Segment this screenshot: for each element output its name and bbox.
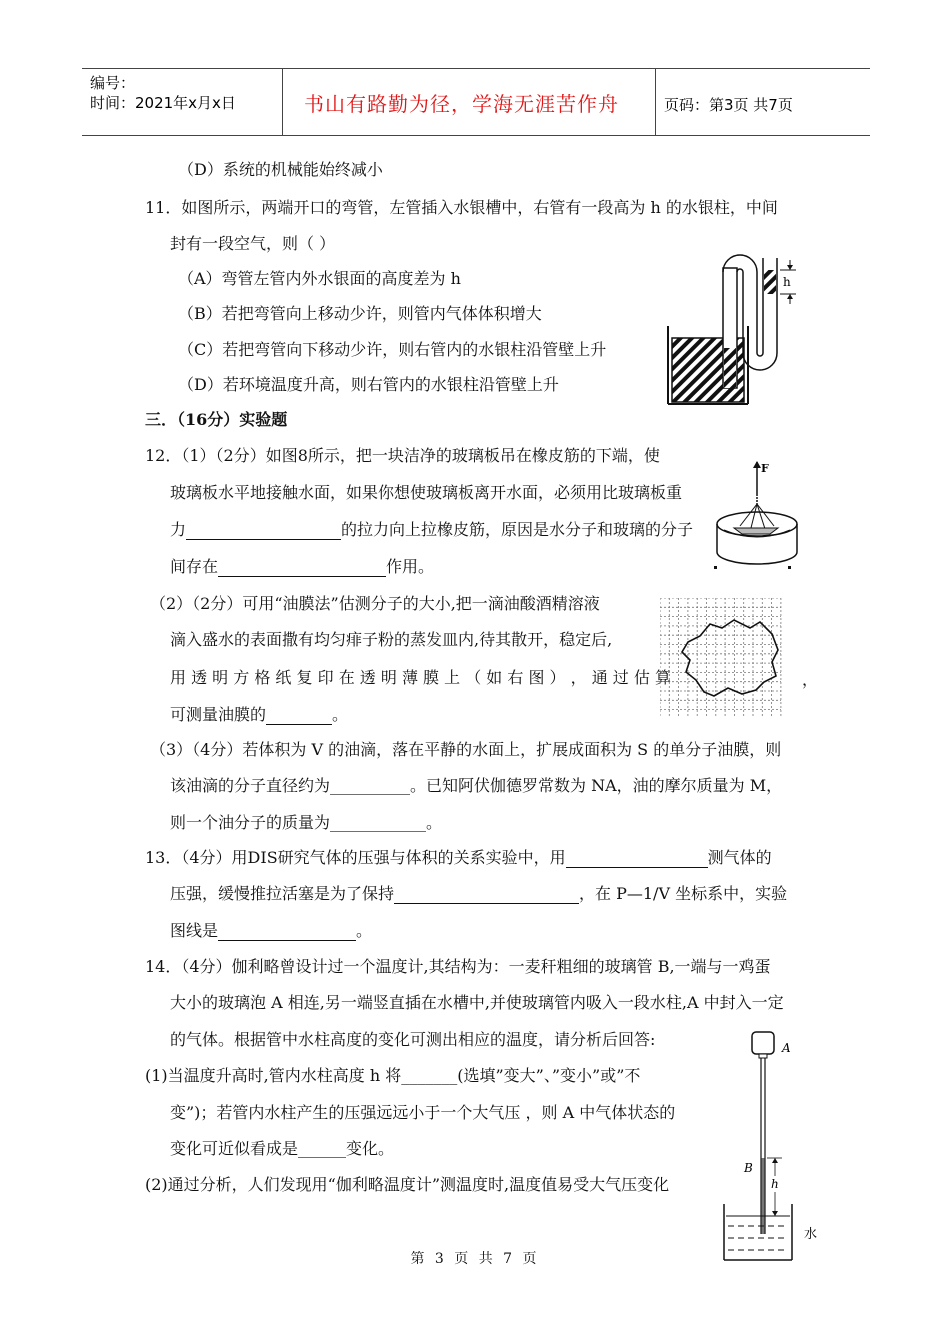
thermometer-a-label: A	[782, 1041, 791, 1055]
q11-stem-line2: 封有一段空气，则（ ）	[170, 234, 336, 253]
q12-part2-line4-pre: 可测量油膜的	[170, 705, 267, 724]
q11-option-c: （C）若把弯管向下移动少许，则右管内的水银柱沿管壁上升	[178, 340, 607, 359]
q12-part1-line4-post: 作用。	[386, 557, 435, 576]
glass-plate-f-label: F	[761, 462, 769, 475]
q13-line3-post: 。	[356, 921, 373, 940]
q12-interaction-blank[interactable]	[218, 560, 386, 577]
q13-line1-pre: 13．（4分）用DIS研究气体的压强与体积的关系实验中，用	[145, 848, 566, 867]
header-bottom-rule	[82, 135, 870, 136]
header-motto: 书山有路勤为径，学海无涯苦作舟	[304, 92, 619, 116]
header-divider-left	[282, 68, 283, 136]
header-divider-right	[655, 68, 656, 136]
q11-option-a: （A）弯管左管内外水银面的高度差为 h	[178, 269, 461, 288]
q13-line2-post: ，在 P—1/V 坐标系中，实验	[579, 884, 788, 903]
thermometer-h-label: h	[771, 1177, 779, 1191]
q13-line1	[145, 848, 772, 868]
thermometer-b-label: B	[744, 1161, 753, 1175]
q12-part2-line1: （2）（2分）可用“油膜法”估测分子的大小,把一滴油酸酒精溶液	[150, 594, 600, 613]
oil-film-grid-figure	[660, 598, 800, 718]
q12-part1-line4	[170, 557, 434, 577]
glass-plate-figure	[712, 458, 804, 572]
header-top-rule	[82, 68, 870, 69]
page-footer: 第 3 页 共 7 页	[410, 1251, 540, 1267]
q13-graph-blank[interactable]	[218, 924, 356, 941]
q13-line2	[170, 884, 787, 904]
q13-line1-post: 测气体的	[707, 848, 772, 867]
q12-part2-line4-post: 。	[332, 705, 349, 724]
q14-line5: 变”)；若管内水柱产生的压强远远小于一个大气压 ，则 A 中气体状态的	[170, 1103, 676, 1122]
q12-part1-line4-pre: 间存在	[170, 557, 219, 576]
q14-line2: 大小的玻璃泡 A 相连,另一端竖直插在水槽中,并使玻璃管内吸入一段水柱,A 中封入一定	[170, 993, 784, 1012]
q12-part1-line3-pre: 力	[170, 520, 187, 539]
q12-force-blank[interactable]	[186, 523, 341, 540]
q11-stem-line1: 11．如图所示，两端开口的弯管，左管插入水银槽中，右管有一段高为 h 的水银柱，中间	[145, 198, 778, 217]
q13-line3-pre: 图线是	[170, 921, 219, 940]
bent-tube-figure	[666, 248, 806, 408]
q14-line1: 14．（4分）伽利略曾设计过一个温度计,其结构为：一麦秆粗细的玻璃管 B,一端与一鸡蛋	[145, 957, 771, 976]
q12-part2-line3: 用 透 明 方 格 纸 复 印 在 透 明 薄 膜 上 （ 如 右 图 ） ， 通 过 估 算	[170, 668, 671, 687]
q12-part3-line1: （3）（4分）若体积为 V 的油滴，落在平静的水面上，扩展成面积为 S 的单分子油膜，则	[150, 740, 782, 759]
galileo-thermometer-figure	[720, 1028, 830, 1264]
q12-part3-line3: 则一个油分子的质量为____________。	[170, 813, 443, 832]
q12-part2-line4	[170, 705, 348, 725]
q10-option-d: （D）系统的机械能始终减小	[178, 160, 383, 179]
q12-part2-line2: 滴入盛水的表面撒有均匀痱子粉的蒸发皿内,待其散开，稳定后,	[170, 630, 613, 649]
q11-option-b: （B）若把弯管向上移动少许，则管内气体体积增大	[178, 304, 542, 323]
thermometer-water-label: 水	[804, 1227, 818, 1242]
q12-part3-line2: 该油滴的分子直径约为__________。已知阿伏伽德罗常数为 NA，油的摩尔质量为 M，	[170, 776, 783, 795]
header-page-label: 页码：第3页 共7页	[664, 96, 793, 114]
header-number-label: 编号：	[90, 74, 136, 92]
q11-option-d: （D）若环境温度升高，则右管内的水银柱沿管壁上升	[178, 375, 559, 394]
q14-line7: (2)通过分析，人们发现用“伽利略温度计”测温度时,温度值易受大气压变化	[145, 1175, 670, 1194]
q14-line3: 的气体。根据管中水柱高度的变化可测出相应的温度，请分析后回答:	[170, 1030, 656, 1049]
q13-sensor-blank[interactable]	[566, 851, 708, 868]
q13-line2-pre: 压强，缓慢推拉活塞是为了保持	[170, 884, 395, 903]
q12-part1-line1: 12．（1）（2分）如图8所示，把一块洁净的玻璃板吊在橡皮筋的下端，使	[145, 446, 660, 465]
section3-title: 三．（16分）实验题	[145, 410, 288, 429]
q12-oil-film-blank[interactable]	[266, 708, 332, 725]
q12-part1-line3	[170, 520, 693, 540]
q13-constant-blank[interactable]	[394, 887, 579, 904]
q14-line4: (1)当温度升高时,管内水柱高度 h 将_______(选填”变大”、”变小”或”不	[145, 1066, 641, 1085]
q14-line6: 变化可近似看成是______变化。	[170, 1139, 395, 1158]
q12-part1-line2: 玻璃板水平地接触水面，如果你想使玻璃板离开水面，必须用比玻璃板重	[170, 483, 683, 502]
q12-part2-line3-tail: ，	[802, 670, 819, 689]
q12-part1-line3-post: 的拉力向上拉橡皮筋，原因是水分子和玻璃的分子	[341, 520, 694, 539]
q13-line3	[170, 921, 372, 941]
header-date-label: 时间：2021年x月x日	[90, 94, 236, 112]
bent-tube-h-label: h	[783, 275, 791, 289]
